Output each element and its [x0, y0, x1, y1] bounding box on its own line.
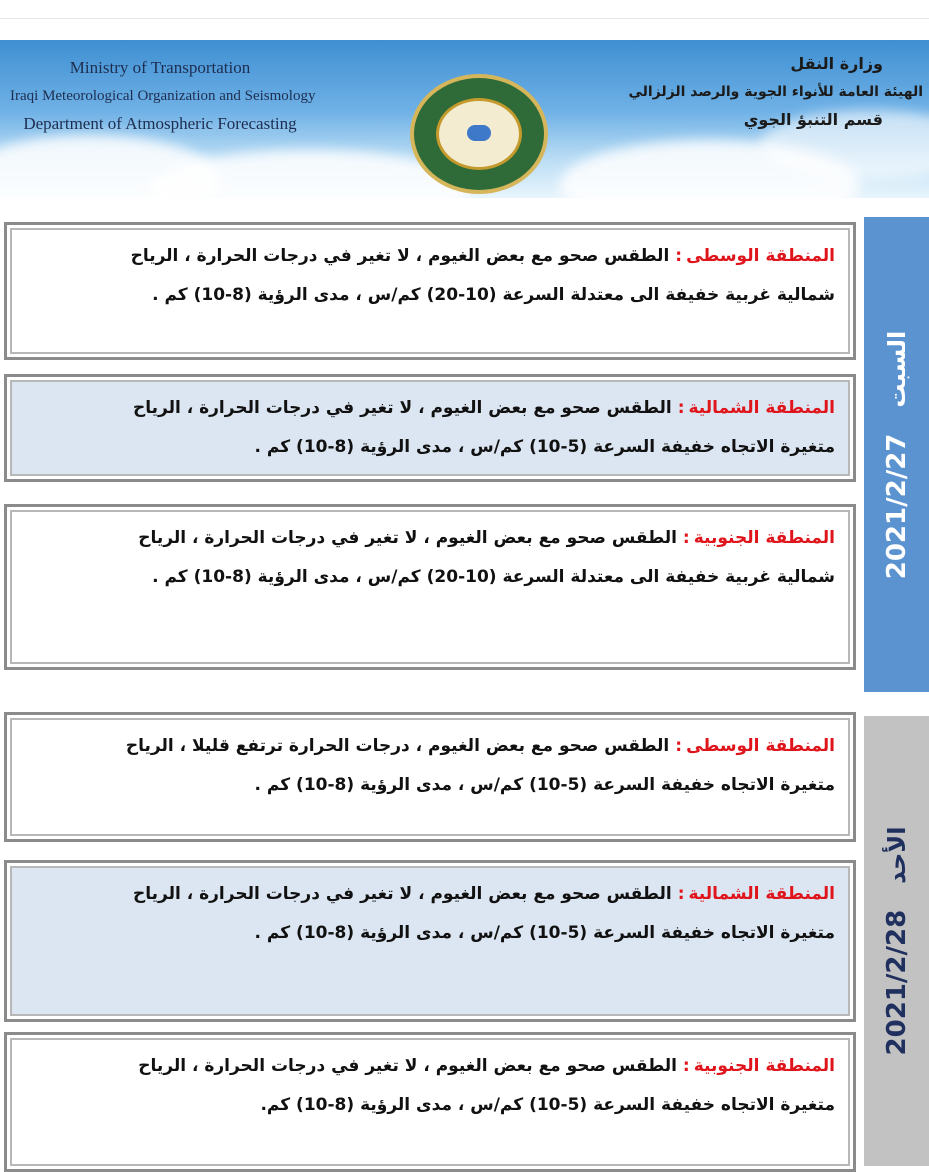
forecast-text-line2: متغيرة الاتجاه خفيفة السرعة (5-10) كم/س ، مدى الرؤية (8-10) كم.: [260, 1095, 835, 1115]
forecast-text-line2: شمالية غربية خفيفة الى معتدلة السرعة (10-20) كم/س ، مدى الرؤية (8-10) كم .: [152, 567, 835, 587]
forecast-text-line1: الطقس صحو مع بعض الغيوم ، درجات الحرارة ترتفع قليلا ، الرياح: [125, 736, 670, 756]
region-label: المنطقة الجنوبية: [693, 1056, 835, 1076]
top-strip: [0, 0, 929, 19]
region-label: المنطقة الشمالية: [688, 884, 835, 904]
header-banner: [0, 40, 929, 198]
day-date: 2021/2/27: [881, 433, 912, 579]
forecast-text-line1: الطقس صحو مع بعض الغيوم ، لا تغير في درجات الحرارة ، الرياح: [133, 398, 672, 418]
forecast-text-line2: شمالية غربية خفيفة الى معتدلة السرعة (10-20) كم/س ، مدى الرؤية (8-10) كم .: [152, 285, 835, 305]
day-date: 2021/2/28: [881, 909, 912, 1056]
forecast-box-south-day1: المنطقة الجنوبية:الطقس صحو مع بعض الغيوم ، لا تغير في درجات الحرارة ، الرياح شمالية غربية خفيفة الى معتدلة السرعة (10-20) كم/س ، مدى الرؤية (8-10) كم .: [4, 504, 856, 670]
region-label: المنطقة الوسطى: [686, 246, 835, 266]
forecast-box-north-day2: المنطقة الشمالية:الطقس صحو مع بعض الغيوم ، لا تغير في درجات الحرارة ، الرياح متغيرة الاتجاه خفيفة السرعة (5-10) كم/س ، مدى الرؤية (8-10) كم .: [4, 860, 856, 1022]
forecast-text-line1: الطقس صحو مع بعض الغيوم ، لا تغير في درجات الحرارة ، الرياح: [138, 1056, 677, 1076]
region-label: المنطقة الجنوبية: [693, 528, 835, 548]
day-label-bar-1: [864, 217, 929, 692]
department-name-en: Department of Atmospheric Forecasting: [23, 114, 297, 133]
region-label: المنطقة الوسطى: [686, 736, 835, 756]
organization-name-ar: الهيئة العامة للأنواء الجوية والرصد الزلزالي: [628, 84, 923, 100]
forecast-text-line1: الطقس صحو مع بعض الغيوم ، لا تغير في درجات الحرارة ، الرياح: [130, 246, 670, 266]
cloud-icon: [467, 125, 491, 141]
forecast-box-central-day2: المنطقة الوسطى:الطقس صحو مع بعض الغيوم ، درجات الحرارة ترتفع قليلا ، الرياح متغيرة الاتجاه خفيفة السرعة (5-10) كم/س ، مدى الرؤية (8-10) كم .: [4, 712, 856, 842]
day-name: السبت: [882, 330, 911, 408]
department-name-ar: قسم التنبؤ الجوي: [743, 110, 883, 129]
day-name: الأحد: [882, 826, 911, 884]
day-label-bar-2: [864, 716, 929, 1166]
ministry-name-en: Ministry of Transportation: [69, 58, 251, 77]
forecast-box-south-day2: المنطقة الجنوبية:الطقس صحو مع بعض الغيوم ، لا تغير في درجات الحرارة ، الرياح متغيرة الاتجاه خفيفة السرعة (5-10) كم/س ، مدى الرؤية (8-10) كم.: [4, 1032, 856, 1172]
ministry-name-ar: وزارة النقل: [790, 54, 883, 73]
organization-name-en: Iraqi Meteorological Organization and Seismology: [10, 88, 316, 104]
forecast-box-north-day1: المنطقة الشمالية:الطقس صحو مع بعض الغيوم ، لا تغير في درجات الحرارة ، الرياح متغيرة الاتجاه خفيفة السرعة (5-10) كم/س ، مدى الرؤية (8-10) كم .: [4, 374, 856, 482]
forecast-text-line2: متغيرة الاتجاه خفيفة السرعة (5-10) كم/س ، مدى الرؤية (8-10) كم .: [254, 437, 835, 457]
region-label: المنطقة الشمالية: [688, 398, 835, 418]
forecast-text-line1: الطقس صحو مع بعض الغيوم ، لا تغير في درجات الحرارة ، الرياح: [133, 884, 672, 904]
ministry-english-title: [10, 54, 316, 138]
forecast-text-line2: متغيرة الاتجاه خفيفة السرعة (5-10) كم/س ، مدى الرؤية (8-10) كم .: [254, 923, 835, 943]
organization-logo: [410, 74, 548, 194]
ministry-arabic-title: [603, 50, 923, 134]
forecast-text-line2: متغيرة الاتجاه خفيفة السرعة (5-10) كم/س ، مدى الرؤية (8-10) كم .: [254, 775, 835, 795]
forecast-text-line1: الطقس صحو مع بعض الغيوم ، لا تغير في درجات الحرارة ، الرياح: [138, 528, 677, 548]
forecast-box-central-day1: المنطقة الوسطى:الطقس صحو مع بعض الغيوم ، لا تغير في درجات الحرارة ، الرياح شمالية غربية خفيفة الى معتدلة السرعة (10-20) كم/س ، مدى الرؤية (8-10) كم .: [4, 222, 856, 360]
